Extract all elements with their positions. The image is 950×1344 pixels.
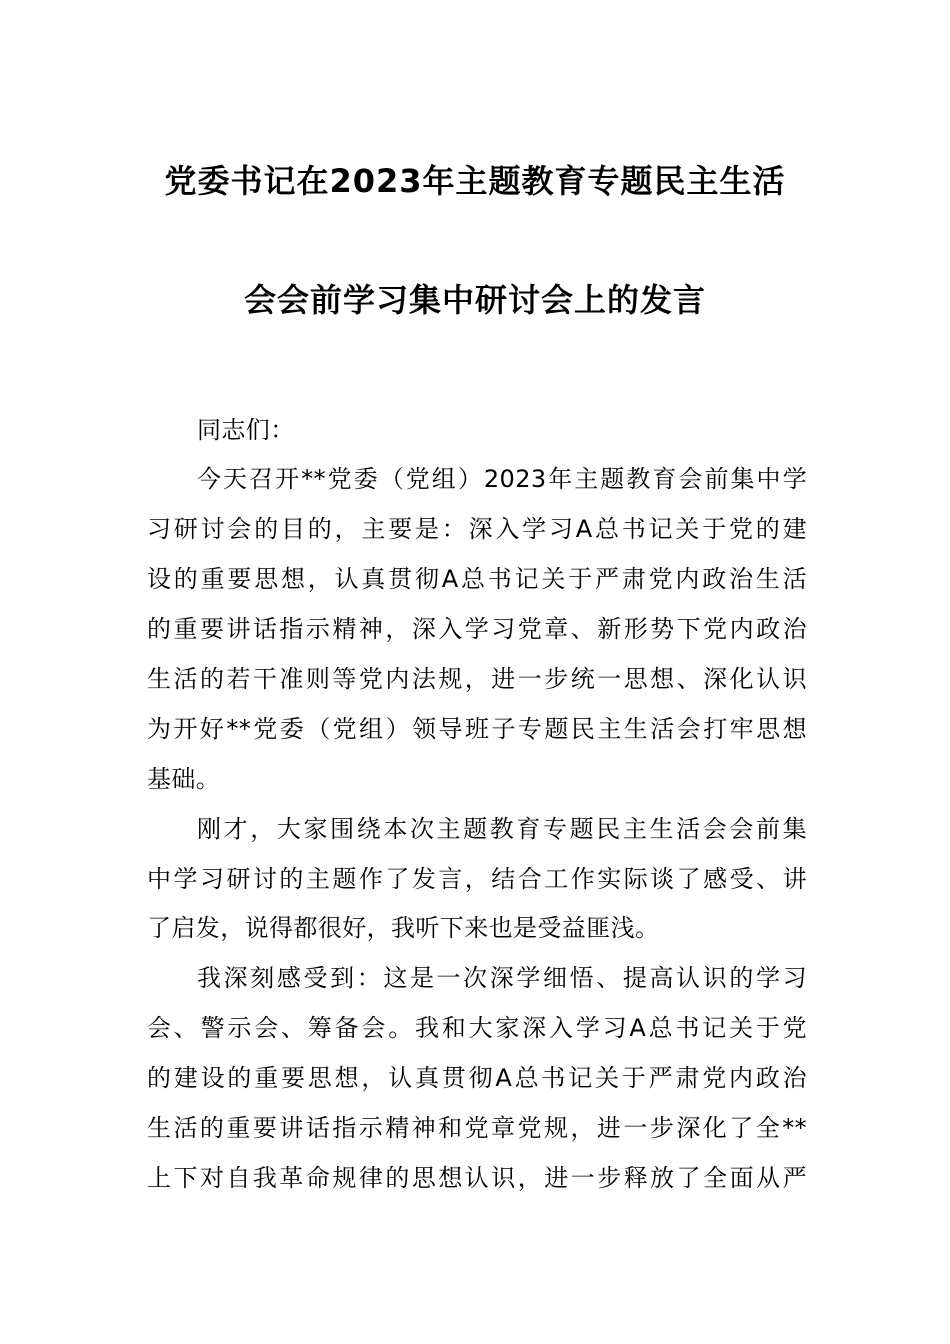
paragraph-1-line-5: 生活的若干准则等党内法规，进一步统一思想、深化认识 [147, 665, 807, 693]
paragraph-2-line-2: 中学习研讨的主题作了发言，结合工作实际谈了感受、讲 [147, 865, 807, 893]
paragraph-1-line-3: 设的重要思想，认真贯彻A总书记关于严肃党内政治生活 [147, 565, 807, 593]
document-title-line-2: 会会前学习集中研讨会上的发言 [243, 281, 706, 319]
paragraph-2-line-1: 刚才，大家围绕本次主题教育专题民主生活会会前集 [197, 815, 807, 843]
paragraph-1-line-1: 今天召开**党委（党组）2023年主题教育会前集中学 [197, 465, 807, 493]
paragraph-1-line-4: 的重要讲话指示精神，深入学习党章、新形势下党内政治 [147, 615, 807, 643]
paragraph-3-line-5: 上下对自我革命规律的思想认识，进一步释放了全面从严 [147, 1164, 807, 1192]
paragraph-3-line-1: 我深刻感受到：这是一次深学细悟、提高认识的学习 [197, 964, 807, 992]
paragraph-1-line-2: 习研讨会的目的，主要是：深入学习A总书记关于党的建 [147, 515, 807, 543]
paragraph-1-line-6: 为开好**党委（党组）领导班子专题民主生活会打牢思想 [147, 715, 807, 743]
paragraph-3-line-3: 的建设的重要思想，认真贯彻A总书记关于严肃党内政治 [147, 1064, 807, 1092]
paragraph-2-line-3: 了启发，说得都很好，我听下来也是受益匪浅。 [147, 914, 660, 942]
paragraph-1-line-7: 基础。 [147, 765, 221, 793]
document-title-line-1: 党委书记在2023年主题教育专题民主生活 [164, 162, 786, 200]
paragraph-3-line-2: 会、警示会、筹备会。我和大家深入学习A总书记关于党 [147, 1014, 807, 1042]
paragraph-3-line-4: 生活的重要讲话指示精神和党章党规，进一步深化了全** [147, 1114, 807, 1142]
salutation: 同志们： [197, 416, 295, 444]
